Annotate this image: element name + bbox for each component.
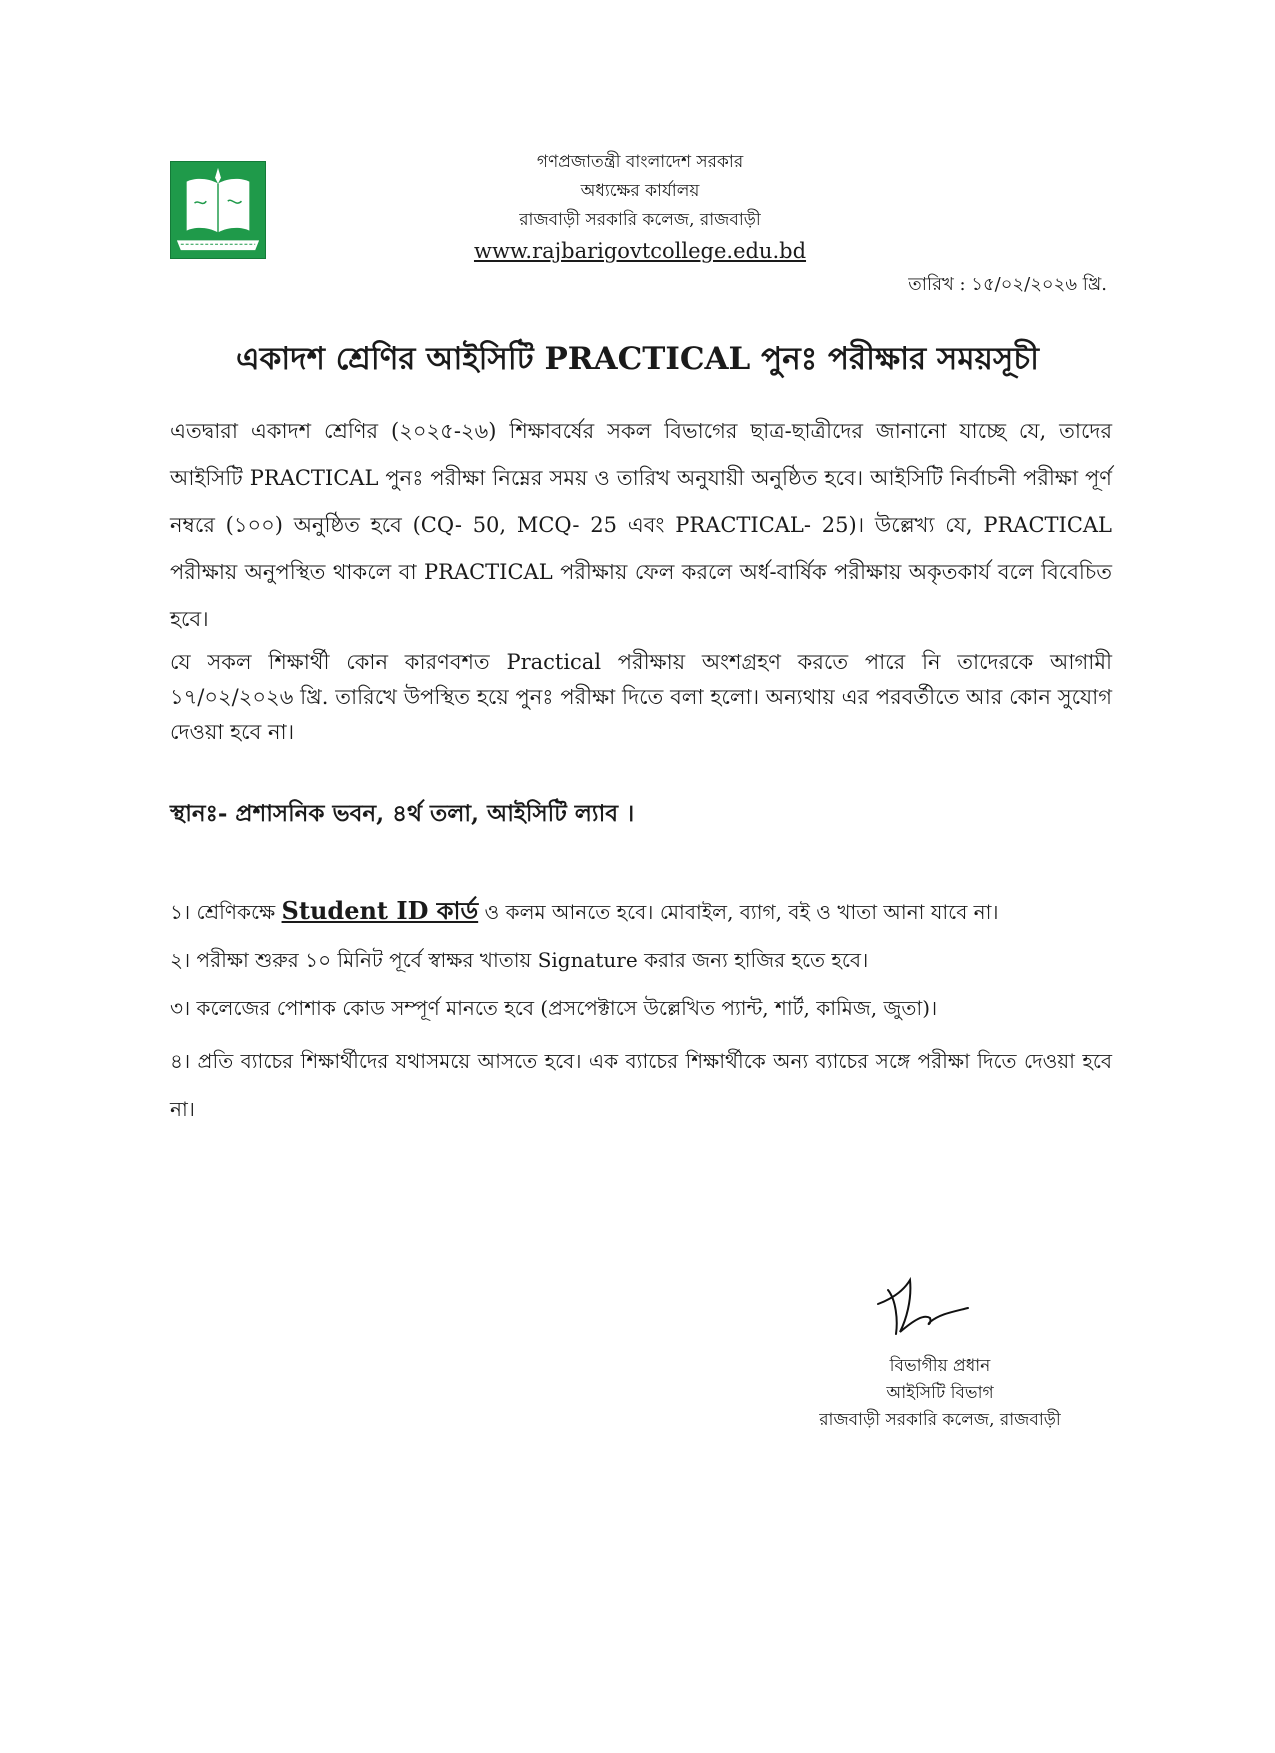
rules-list [170, 892, 1112, 1143]
notice-paragraph-2: যে সকল শিক্ষার্থী কোন কারণবশত Practical পরীক্ষায় অংশগ্রহণ করতে পারে নি তাদেরকে আগামী ১৭/০২/২০২৬ খ্রি. তারিখে উপস্থিত হয়ে পুনঃ পরীক্ষা দিতে বলা হলো। অন্যথায় এর পরবর্তীতে আর কোন সুযোগ দেওয়া হবে না। [170, 650, 1112, 744]
rule-item-4: ৪। প্রতি ব্যাচের শিক্ষার্থীদের যথাসময়ে আসতে হবে। এক ব্যাচের শিক্ষার্থীকে অন্য ব্যাচের সঙ্গে পরীক্ষা দিতে দেওয়া হবে না। [170, 1049, 1112, 1121]
college-logo [170, 161, 266, 259]
rule-1-prefix: ১। শ্রেণিকক্ষে [170, 900, 276, 924]
office-name: অধ্যক্ষের কার্যালয় [580, 181, 700, 201]
exam-venue: স্থানঃ- প্রশাসনিক ভবন, ৪র্থ তলা, আইসিটি ল্যাব । [170, 800, 635, 827]
college-name: রাজবাড়ী সরকারি কলেজ, রাজবাড়ী [519, 210, 761, 230]
rule-item-1 [170, 892, 1112, 931]
college-website-link[interactable]: www.rajbarigovtcollege.edu.bd [473, 239, 807, 263]
rule-item-3: ৩। কলেজের পোশাক কোড সম্পূর্ণ মানতে হবে (প্রসপেক্টাসে উল্লেখিত প্যান্ট, শার্ট, কামিজ, জুতা)। [170, 996, 938, 1020]
signatory-institution: রাজবাড়ী সরকারি কলেজ, রাজবাড়ী [819, 1410, 1061, 1430]
notice-paragraph-1: এতদ্বারা একাদশ শ্রেণির (২০২৫-২৬) শিক্ষাবর্ষের সকল বিভাগের ছাত্র-ছাত্রীদের জানানো যাচ্ছে যে, তাদের আইসিটি PRACTICAL পুনঃ পরীক্ষা নিম্নের সময় ও তারিখ অনুযায়ী অনুষ্ঠিত হবে। আইসিটি নির্বাচনী পরীক্ষা পূর্ণ নম্বরে (১০০) অনুষ্ঠিত হবে (CQ- 50, MCQ- 25 এবং PRACTICAL- 25)। উল্লেখ্য যে, PRACTICAL পরীক্ষায় অনুপস্থিত থাকলে বা PRACTICAL পরীক্ষায় ফেল করলে অর্ধ-বার্ষিক পরীক্ষায় অকৃতকার্য বলে বিবেচিত হবে। [170, 419, 1112, 631]
signature-icon [870, 1260, 970, 1340]
rule-1-highlight: Student ID কার্ড [281, 896, 479, 925]
signatory-title: বিভাগীয় প্রধান [889, 1356, 991, 1376]
signatory-department: আইসিটি বিভাগ [886, 1383, 994, 1403]
signatory-block [790, 1353, 1090, 1434]
book-emblem-icon [171, 162, 265, 258]
notice-date: তারিখ : ১৫/০২/২০২৬ খ্রি. [908, 274, 1107, 295]
govt-name: গণপ্রজাতন্ত্রী বাংলাদেশ সরকার [536, 152, 744, 172]
rule-1-suffix: ও কলম আনতে হবে। মোবাইল, ব্যাগ, বই ও খাতা আনা যাবে না। [484, 900, 999, 924]
rule-item-2: ২। পরীক্ষা শুরুর ১০ মিনিট পূর্বে স্বাক্ষর খাতায় Signature করার জন্য হাজির হতে হবে। [170, 948, 869, 972]
letterhead [440, 148, 840, 267]
page-title: একাদশ শ্রেণির আইসিটি PRACTICAL পুনঃ পরীক্ষার সময়সূচী [236, 341, 1039, 377]
